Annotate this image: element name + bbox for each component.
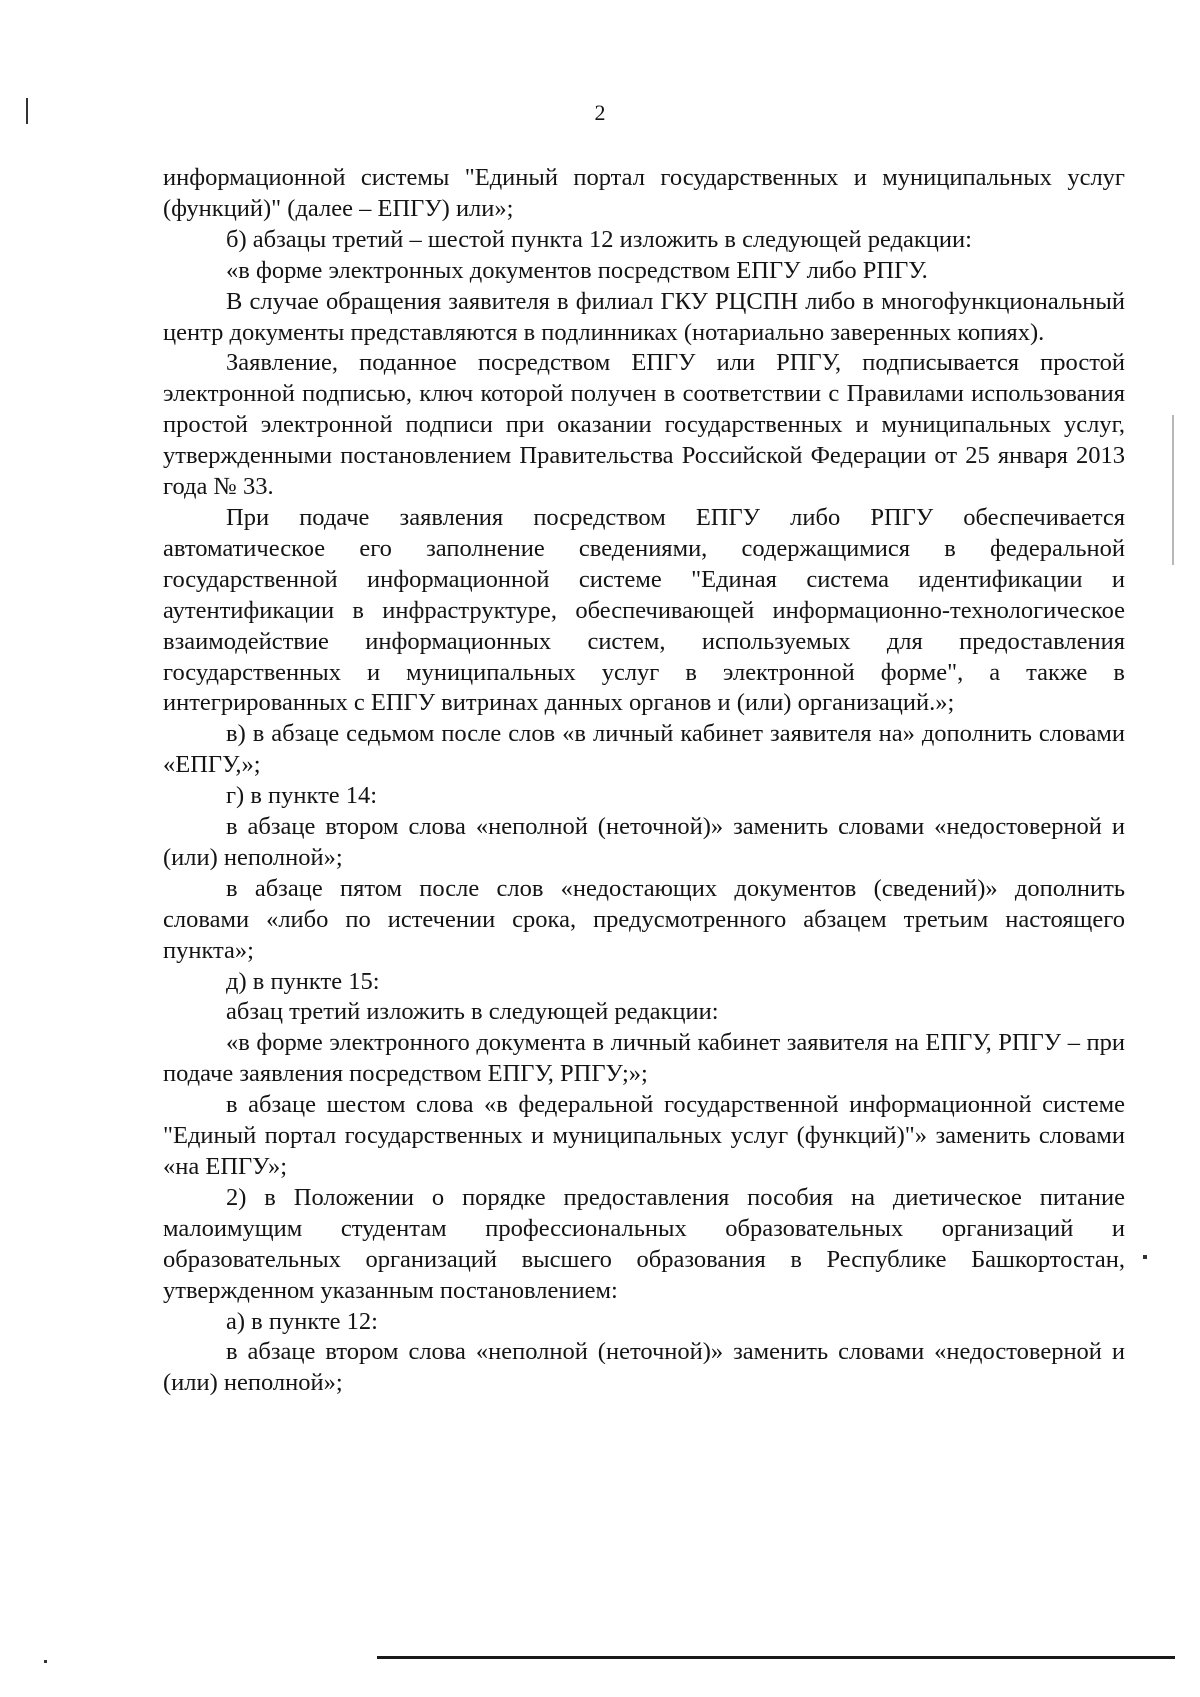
scan-mark-left — [26, 98, 28, 124]
scan-dot — [44, 1660, 47, 1663]
paragraph: д) в пункте 15: — [226, 967, 380, 995]
scan-mark-right — [1172, 415, 1174, 565]
paragraph: а) в пункте 12: — [226, 1307, 378, 1335]
paragraph: в абзаце втором слова «неполной (неточной)» заменить словами «недостоверной и (или) неполной»; — [163, 1338, 1125, 1397]
document-body — [163, 163, 1125, 1399]
paragraph: г) в пункте 14: — [226, 782, 378, 810]
paragraph: В случае обращения заявителя в филиал ГКУ РЦСПН либо в многофункциональный центр документы представляются в подлинниках (нотариально заверенных копиях). — [163, 287, 1125, 346]
paragraph: в абзаце втором слова «неполной (неточной)» заменить словами «недостоверной и (или) неполной»; — [163, 813, 1125, 871]
paragraph: Заявление, поданное посредством ЕПГУ или РПГУ, подписывается простой электронной подписью, ключ которой получен в соответствии с Правилами использования простой электронной подписи при оказании государственных и муниципальных услуг, утвержденными постановлением Правительства Российской Федерации от 25 января 2013 года № 33. — [163, 349, 1125, 501]
paragraph: в) в абзаце седьмом после слов «в личный кабинет заявителя на» дополнить словами «ЕПГУ,»; — [163, 720, 1125, 779]
paragraph: «в форме электронных документов посредством ЕПГУ либо РПГУ. — [226, 256, 928, 284]
scan-dot — [1143, 1255, 1147, 1259]
paragraph: абзац третий изложить в следующей редакции: — [226, 998, 719, 1026]
paragraph: При подаче заявления посредством ЕПГУ либо РПГУ обеспечивается автоматическое его заполнение сведениями, содержащимися в федеральной государственной информационной системе "Единая система идентификации и аутентификации в инфраструктуре, обеспечивающей информационно-технологическое взаимодействие информационных систем, используемых для предоставления государственных и муниципальных услуг в электронной форме", а также в интегрированных с ЕПГУ витринах данных органов и (или) организаций.»; — [163, 503, 1125, 717]
paragraph: в абзаце пятом после слов «недостающих документов (сведений)» дополнить словами «либо по истечении срока, предусмотренного абзацем третьим настоящего пункта»; — [163, 874, 1125, 964]
paragraph: 2) в Положении о порядке предоставления пособия на диетическое питание малоимущим студентам профессиональных образовательных организаций и образовательных организаций высшего образования в Республике Башкортостан, утвержденном указанным постановлением: — [163, 1183, 1125, 1304]
paragraph: информационной системы "Единый портал государственных и муниципальных услуг (функций)" (далее – ЕПГУ) или»; — [163, 164, 1125, 222]
page-number: 2 — [594, 100, 606, 125]
bottom-rule — [377, 1656, 1175, 1659]
paragraph: б) абзацы третий – шестой пункта 12 изложить в следующей редакции: — [226, 225, 972, 253]
paragraph: в абзаце шестом слова «в федеральной государственной информационной системе "Единый портал государственных и муниципальных услуг (функций)"» заменить словами «на ЕПГУ»; — [163, 1091, 1125, 1180]
paragraph: «в форме электронного документа в личный кабинет заявителя на ЕПГУ, РПГУ – при подаче заявления посредством ЕПГУ, РПГУ;»; — [163, 1029, 1125, 1088]
